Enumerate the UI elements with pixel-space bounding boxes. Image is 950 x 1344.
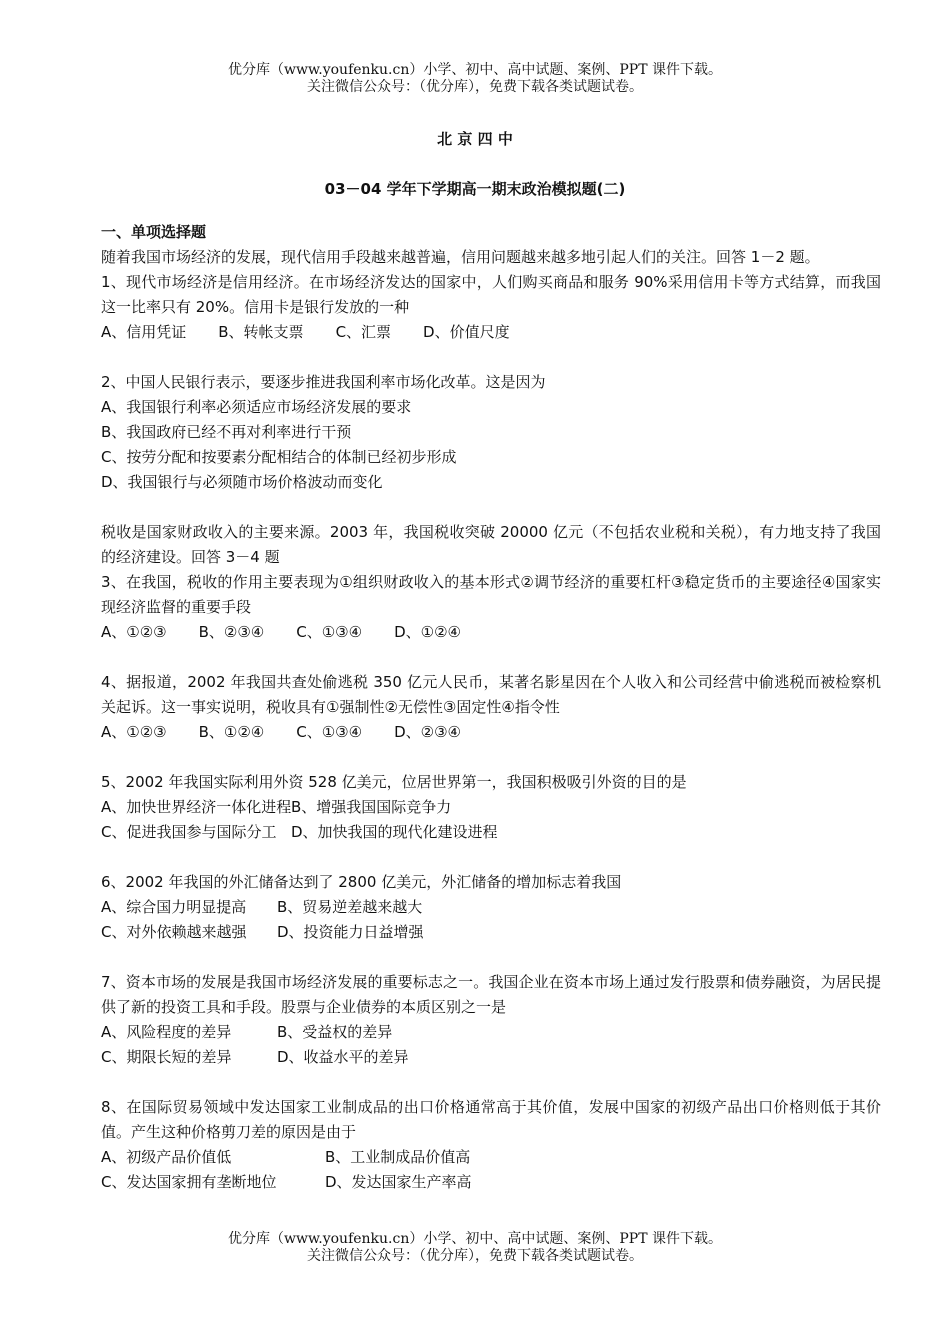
header-line-1: 优分库（www.youfenku.cn）小学、初中、高中试题、案例、PPT 课件下载。: [227, 62, 722, 78]
option: A、风险程度的差异: [101, 1023, 232, 1041]
option: A、信用凭证: [101, 323, 187, 341]
option: D、投资能力日益增强: [277, 923, 424, 941]
option: C、①③④: [296, 623, 363, 641]
intro-2: 税收是国家财政收入的主要来源。2003 年，我国税收突破 20000 亿元（不包括农业税和关税），有力地支持了我国的经济建设。回答 3－4 题: [101, 523, 881, 566]
question-6-options-row-2: [69, 920, 881, 945]
option: C、①③④: [296, 723, 363, 741]
option: D、价值尺度: [423, 323, 510, 341]
footer-line-2: 关注微信公众号：（优分库），免费下载各类试题试卷。: [307, 1248, 643, 1264]
question-7-options-row-2: [69, 1045, 881, 1070]
option: B、我国政府已经不再对利率进行干预: [101, 423, 352, 441]
option: A、综合国力明显提高: [101, 898, 247, 916]
question-5: 5、2002 年我国实际利用外资 528 亿美元，位居世界第一，我国积极吸引外资的目的是: [101, 773, 687, 791]
option: C、发达国家拥有垄断地位: [101, 1173, 277, 1191]
question-7: 7、资本市场的发展是我国市场经济发展的重要标志之一。我国企业在资本市场上通过发行股票和债券融资，为居民提供了新的投资工具和手段。股票与企业债券的本质区别之一是: [101, 973, 881, 1016]
page-header: [0, 62, 950, 96]
option: B、受益权的差异: [277, 1023, 393, 1041]
question-8-options-row-2: [69, 1170, 881, 1195]
option: B、增强我国国际竞争力: [291, 798, 452, 816]
option: C、期限长短的差异: [101, 1048, 232, 1066]
question-7-options-row-1: [69, 1020, 881, 1045]
option: B、①②④: [198, 723, 265, 741]
exam-title: 03－04 学年下学期高一期末政治模拟题(二): [324, 180, 626, 198]
question-1-options: [69, 320, 881, 345]
footer-line-1: 优分库（www.youfenku.cn）小学、初中、高中试题、案例、PPT 课件下载。: [227, 1231, 722, 1247]
question-3-options: [69, 620, 881, 645]
option: D、发达国家生产率高: [325, 1173, 472, 1191]
intro-1: 随着我国市场经济的发展，现代信用手段越来越普遍，信用问题越来越多地引起人们的关注。回答 1－2 题。: [101, 248, 820, 266]
option: B、②③④: [198, 623, 265, 641]
option: A、①②③: [101, 723, 167, 741]
option: D、②③④: [394, 723, 461, 741]
page-footer: [0, 1231, 950, 1265]
option: B、贸易逆差越来越大: [277, 898, 423, 916]
school-name: 北 京 四 中: [437, 130, 513, 148]
option: D、我国银行与必须随市场价格波动而变化: [101, 473, 383, 491]
question-1: 1、现代市场经济是信用经济。在市场经济发达的国家中，人们购买商品和服务 90%采用信用卡等方式结算，而我国这一比率只有 20%。信用卡是银行发放的一种: [101, 273, 881, 316]
option: C、汇票: [335, 323, 392, 341]
option: C、对外依赖越来越强: [101, 923, 247, 941]
option: A、加快世界经济一体化进程: [101, 798, 292, 816]
question-5-options-row-1: [69, 795, 881, 820]
question-5-options-row-2: [69, 820, 881, 845]
question-3: 3、在我国，税收的作用主要表现为①组织财政收入的基本形式②调节经济的重要杠杆③稳定货币的主要途径④国家实现经济监督的重要手段: [101, 573, 881, 616]
question-2: 2、中国人民银行表示，要逐步推进我国利率市场化改革。这是因为: [101, 373, 546, 391]
option: B、转帐支票: [218, 323, 304, 341]
question-4-options: [69, 720, 881, 745]
question-6: 6、2002 年我国的外汇储备达到了 2800 亿美元，外汇储备的增加标志着我国: [101, 873, 622, 891]
option: D、加快我国的现代化建设进程: [291, 823, 498, 841]
option: D、①②④: [394, 623, 461, 641]
question-4: 4、据报道，2002 年我国共查处偷逃税 350 亿元人民币，某著名影星因在个人收入和公司经营中偷逃税而被检察机关起诉。这一事实说明，税收具有①强制性②无偿性③固定性④指令性: [101, 673, 881, 716]
section-heading: 一、单项选择题: [101, 223, 207, 241]
exam-content: [69, 220, 881, 1195]
option: D、收益水平的差异: [277, 1048, 409, 1066]
question-6-options-row-1: [69, 895, 881, 920]
option: C、按劳分配和按要素分配相结合的体制已经初步形成: [101, 448, 457, 466]
option: C、促进我国参与国际分工: [101, 823, 277, 841]
question-8: 8、在国际贸易领域中发达国家工业制成品的出口价格通常高于其价值，发展中国家的初级产品出口价格则低于其价值。产生这种价格剪刀差的原因是由于: [101, 1098, 881, 1141]
option: A、我国银行利率必须适应市场经济发展的要求: [101, 398, 412, 416]
option: A、①②③: [101, 623, 167, 641]
question-8-options-row-1: [69, 1145, 881, 1170]
option: A、初级产品价值低: [101, 1148, 232, 1166]
header-line-2: 关注微信公众号：（优分库），免费下载各类试题试卷。: [307, 79, 643, 95]
option: B、工业制成品价值高: [325, 1148, 471, 1166]
